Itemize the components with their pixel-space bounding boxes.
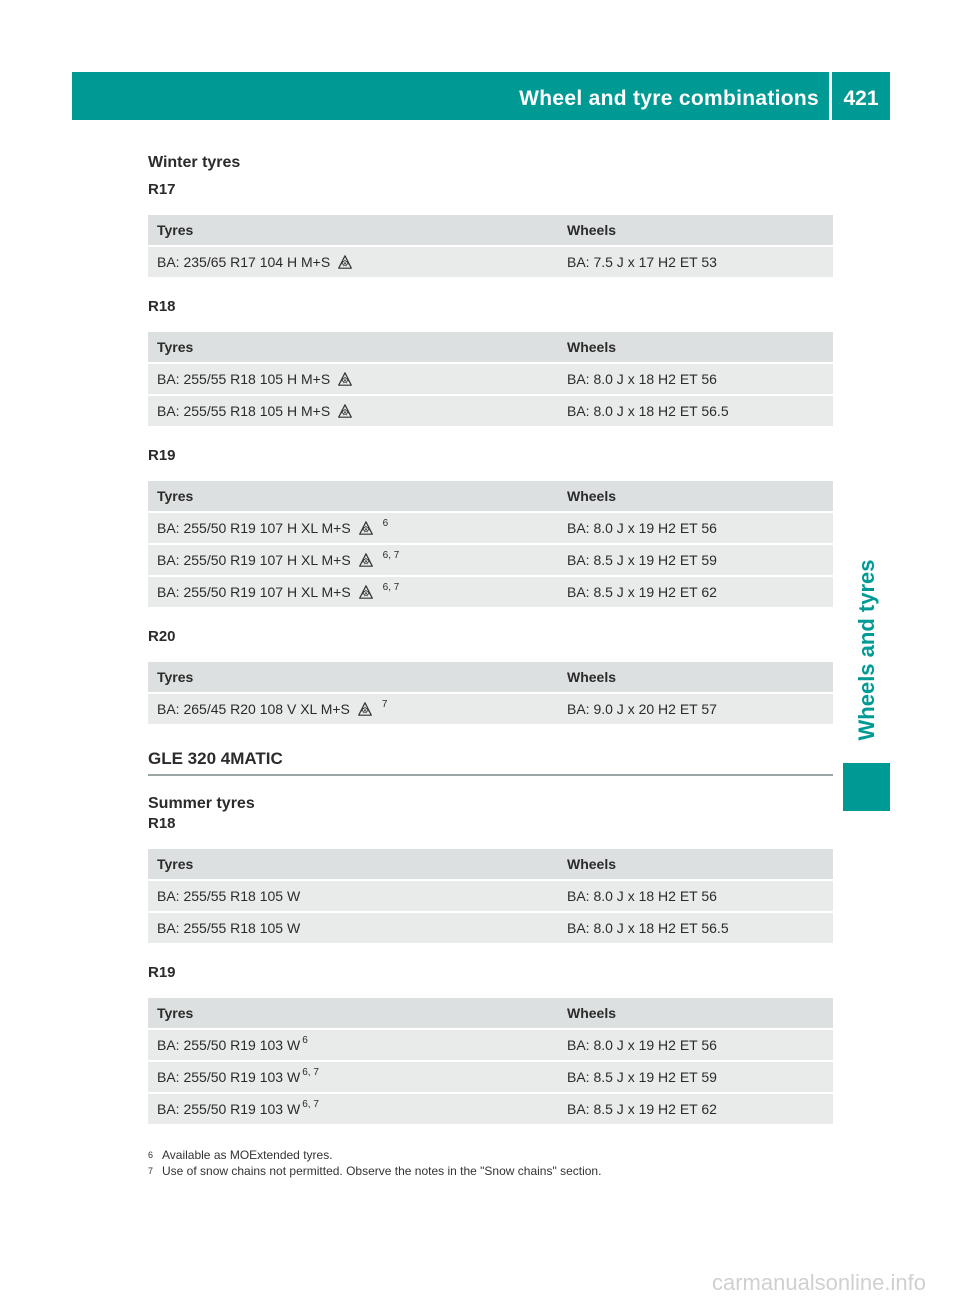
tyre-cell	[148, 364, 558, 394]
footnotes	[148, 1147, 833, 1179]
wheel-cell: BA: 8.5 J x 19 H2 ET 62	[558, 577, 833, 607]
summer-tyres-heading: Summer tyres	[148, 795, 255, 812]
table-row	[148, 913, 833, 943]
winter-tyres-heading: Winter tyres	[148, 154, 241, 171]
column-header-tyres: Tyres	[148, 998, 558, 1028]
page-content	[148, 150, 833, 1126]
column-header-wheels: Wheels	[558, 849, 833, 879]
footnote-reference: 7	[381, 699, 388, 710]
tyre-size: BA: 255/55 R18 105 H M+S	[157, 403, 331, 419]
table-header-row	[148, 332, 833, 362]
tyre-size: BA: 255/55 R18 105 H M+S	[157, 371, 331, 387]
wheel-cell: BA: 7.5 J x 17 H2 ET 53	[558, 247, 833, 277]
table-row	[148, 364, 833, 394]
footnote-number: 7	[148, 1166, 154, 1176]
tyre-size: BA: 255/55 R18 105 W	[157, 920, 301, 936]
winter-r18-table	[148, 330, 833, 428]
snowflake-mountain-icon	[358, 702, 372, 716]
column-header-tyres: Tyres	[148, 662, 558, 692]
wheel-cell: BA: 8.5 J x 19 H2 ET 59	[558, 1062, 833, 1092]
snowflake-mountain-icon	[359, 521, 373, 535]
wheel-cell: BA: 8.0 J x 18 H2 ET 56.5	[558, 396, 833, 426]
table-row	[148, 1030, 833, 1060]
footnote-reference: 6	[382, 518, 389, 529]
footnote-text: Available as MOExtended tyres.	[162, 1148, 333, 1162]
table-row	[148, 513, 833, 543]
size-label-r18: R18	[148, 815, 176, 832]
tyre-cell	[148, 1094, 558, 1124]
wheel-cell: BA: 8.5 J x 19 H2 ET 62	[558, 1094, 833, 1124]
size-label-r19: R19	[148, 964, 176, 981]
tyre-size: BA: 265/45 R20 108 V XL M+S	[157, 701, 350, 717]
column-header-tyres: Tyres	[148, 481, 558, 511]
snowflake-mountain-icon	[359, 553, 373, 567]
tyre-cell	[148, 1030, 558, 1060]
table-row	[148, 1094, 833, 1124]
tyre-size: BA: 235/65 R17 104 H M+S	[157, 254, 331, 270]
table-row	[148, 545, 833, 575]
summer-r18-table	[148, 847, 833, 945]
page-title: Wheel and tyre combinations	[519, 87, 819, 110]
side-section-label: Wheels and tyres	[853, 559, 879, 741]
tyre-size: BA: 255/50 R19 107 H XL M+S	[157, 520, 351, 536]
snowflake-mountain-icon	[338, 404, 352, 418]
page-number: 421	[843, 87, 879, 110]
table-row	[148, 247, 833, 277]
watermark: carmanualsonline.info	[711, 1270, 926, 1295]
tyre-size: BA: 255/50 R19 107 H XL M+S	[157, 552, 351, 568]
size-label-r20: R20	[148, 628, 176, 645]
wheel-cell: BA: 8.0 J x 19 H2 ET 56	[558, 1030, 833, 1060]
footnote-number: 6	[148, 1150, 154, 1160]
snowflake-mountain-icon	[359, 585, 373, 599]
tyre-size: BA: 255/55 R18 105 W	[157, 888, 301, 904]
table-row	[148, 577, 833, 607]
tyre-size: BA: 255/50 R19 103 W	[157, 1069, 301, 1085]
size-label-r17: R17	[148, 181, 176, 198]
tyre-cell	[148, 545, 558, 575]
column-header-tyres: Tyres	[148, 849, 558, 879]
table-row	[148, 694, 833, 724]
tyre-cell	[148, 913, 558, 943]
tyre-cell	[148, 577, 558, 607]
wheel-cell: BA: 8.0 J x 18 H2 ET 56	[558, 881, 833, 911]
size-label-r19: R19	[148, 447, 176, 464]
model-heading: GLE 320 4MATIC	[148, 748, 833, 776]
footnote	[148, 1163, 833, 1179]
column-header-wheels: Wheels	[558, 215, 833, 245]
snowflake-mountain-icon	[338, 255, 352, 269]
column-header-tyres: Tyres	[148, 332, 558, 362]
footnote-reference: 6, 7	[302, 1067, 319, 1078]
wheel-cell: BA: 8.5 J x 19 H2 ET 59	[558, 545, 833, 575]
table-header-row	[148, 998, 833, 1028]
snowflake-mountain-icon	[338, 372, 352, 386]
wheel-cell: BA: 8.0 J x 18 H2 ET 56	[558, 364, 833, 394]
tyre-size: BA: 255/50 R19 103 W	[157, 1037, 301, 1053]
footnote	[148, 1147, 833, 1163]
tyre-cell	[148, 694, 558, 724]
wheel-cell: BA: 8.0 J x 19 H2 ET 56	[558, 513, 833, 543]
wheel-cell: BA: 8.0 J x 18 H2 ET 56.5	[558, 913, 833, 943]
table-row	[148, 1062, 833, 1092]
column-header-wheels: Wheels	[558, 662, 833, 692]
table-header-row	[148, 849, 833, 879]
winter-r20-table	[148, 660, 833, 726]
footnote-reference: 6, 7	[302, 1099, 319, 1110]
side-section-marker	[843, 763, 890, 811]
side-section-tab[interactable]	[843, 540, 890, 760]
table-header-row	[148, 215, 833, 245]
footnote-reference: 6, 7	[382, 550, 400, 561]
column-header-tyres: Tyres	[148, 215, 558, 245]
column-header-wheels: Wheels	[558, 998, 833, 1028]
tyre-cell	[148, 513, 558, 543]
table-header-row	[148, 662, 833, 692]
tyre-size: BA: 255/50 R19 107 H XL M+S	[157, 584, 351, 600]
winter-r17-table	[148, 213, 833, 279]
footnote-reference: 6, 7	[382, 582, 400, 593]
footnote-text: Use of snow chains not permitted. Observe the notes in the "Snow chains" section.	[162, 1164, 602, 1178]
tyre-cell	[148, 881, 558, 911]
table-header-row	[148, 481, 833, 511]
table-row	[148, 396, 833, 426]
table-row	[148, 881, 833, 911]
footnote-reference: 6	[302, 1035, 308, 1046]
tyre-size: BA: 255/50 R19 103 W	[157, 1101, 301, 1117]
wheel-cell: BA: 9.0 J x 20 H2 ET 57	[558, 694, 833, 724]
column-header-wheels: Wheels	[558, 481, 833, 511]
tyre-cell	[148, 1062, 558, 1092]
summer-r19-table	[148, 996, 833, 1126]
winter-r19-table	[148, 479, 833, 609]
tyre-cell	[148, 247, 558, 277]
tyre-cell	[148, 396, 558, 426]
column-header-wheels: Wheels	[558, 332, 833, 362]
size-label-r18: R18	[148, 298, 176, 315]
